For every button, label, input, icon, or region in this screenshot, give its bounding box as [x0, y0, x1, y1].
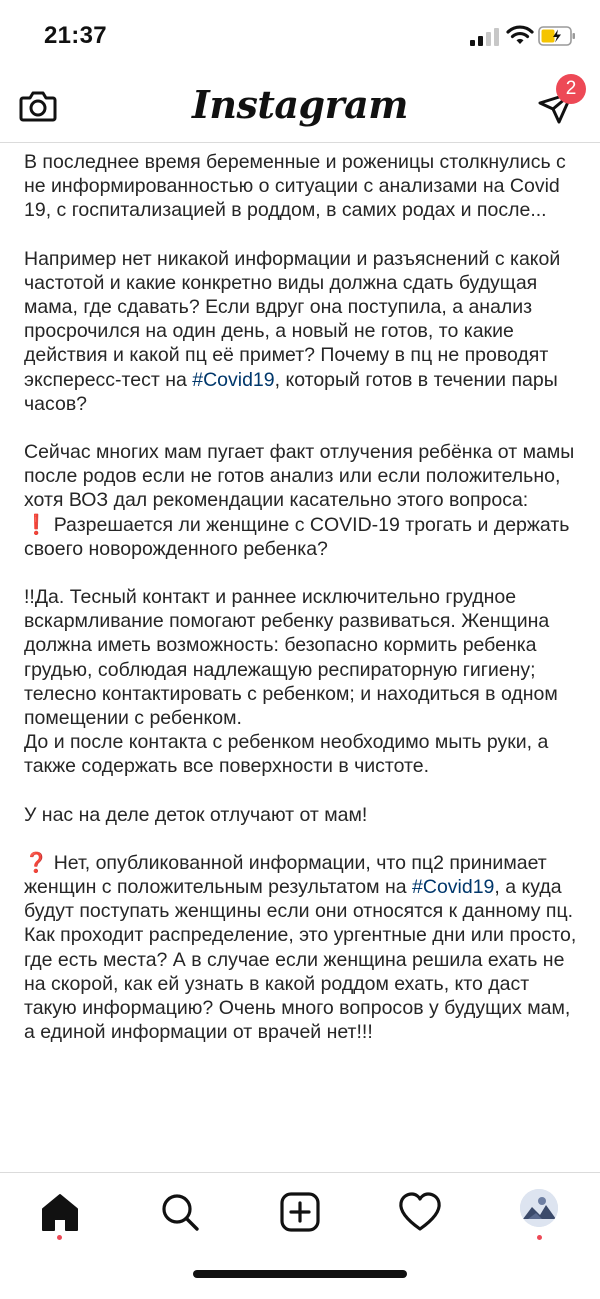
paragraph-text: До и после контакта с ребенком необходимо мыть руки, а также содержать все поверхности в чистоте.: [24, 731, 549, 778]
search-icon[interactable]: [155, 1187, 205, 1237]
paragraph-text: У нас на деле деток отлучают от мам!: [24, 803, 368, 826]
paragraph-text: !!Да. Тесный контакт и раннее исключительно грудное вскармливание помогают ребенку развиваться. Женщина должна иметь возможность: безопасно кормить ребенка грудью, соблюдая надлежащую респираторную гигиену; телесно контактировать с ребенком; и находиться в одном помещении с ребенком.: [24, 586, 558, 730]
home-indicator: [193, 1270, 407, 1278]
paragraph-fragment: Нет, опубликованной информации, что пц2 принимает женщин с положительным результатом на: [24, 851, 547, 899]
status-time: 21:37: [44, 22, 107, 49]
battery-icon: [538, 26, 576, 46]
paragraph-intro: [24, 150, 584, 223]
add-post-icon[interactable]: [275, 1187, 325, 1237]
post-caption: [0, 142, 600, 1172]
bottom-tab-bar: [0, 1172, 600, 1299]
paragraph-fragment: Разрешается ли женщине с COVID-19 трогать и держать своего новорожденного ребенка?: [24, 513, 570, 560]
profile-activity-dot: [537, 1235, 542, 1240]
paragraph-text: [24, 513, 584, 561]
exclamation-icon: ❗: [24, 513, 49, 536]
notification-badge: 2: [556, 74, 586, 104]
paragraph-reality: [24, 803, 584, 827]
paragraph-hospital: [24, 851, 584, 1045]
profile-avatar[interactable]: [520, 1189, 558, 1227]
app-header: [0, 70, 600, 143]
paragraph-fragment: , который готов в течении пары часов?: [24, 368, 558, 415]
paragraph-fragment: Например нет никакой информации и разъяснений с какой частотой и какие конкретно виды должна сдать будущая мама, где сдавать? Если вдруг она поступила, а анализ просрочился на один день, а новый не готов, то какие действия и какой пц её примет? Почему в пц не проводят экспересс-тест на: [24, 247, 561, 391]
hashtag-link[interactable]: #Covid19: [412, 876, 495, 899]
status-bar: [0, 0, 600, 70]
paragraph-questions: [24, 247, 584, 416]
paragraph-text: [24, 851, 584, 1045]
instagram-logo: Instagram: [192, 82, 408, 127]
paragraph-text: В последнее время беременные и роженицы столкнулись с не информированностью о ситуации с анализами на Covid 19, с госпитализацией в роддом, в самих родах и после...: [24, 151, 566, 222]
paragraph-text: [24, 247, 584, 416]
paragraph-answer: [24, 585, 584, 779]
hashtag-link[interactable]: #Covid19: [192, 368, 275, 391]
paragraph-who: [24, 440, 584, 561]
heart-icon[interactable]: [395, 1187, 445, 1237]
wifi-icon: [506, 24, 534, 46]
home-icon[interactable]: [35, 1187, 85, 1237]
paragraph-text: Сейчас многих мам пугает факт отлучения ребёнка от мамы после родов если не готов анализ или если положительно, хотя ВОЗ дал рекомендации касательно этого вопроса:: [24, 441, 575, 512]
home-activity-dot: [57, 1235, 62, 1240]
avatar-image: [520, 1189, 558, 1227]
caption-text: [24, 150, 584, 1069]
cellular-signal-icon: [470, 28, 500, 46]
question-icon: ❓: [24, 851, 49, 874]
paragraph-fragment: , а куда будут поступать женщины если они относятся к данному пц. Как проходит распределение, это ургентные дни или просто, где есть места? А в случае если женщина решила ехать не на скорой, как ей узнать в какой роддом ехать, кто даст такую информацию? Очень много вопросов у будущих мам, а единой информации от врачей нет!!!: [24, 876, 577, 1044]
